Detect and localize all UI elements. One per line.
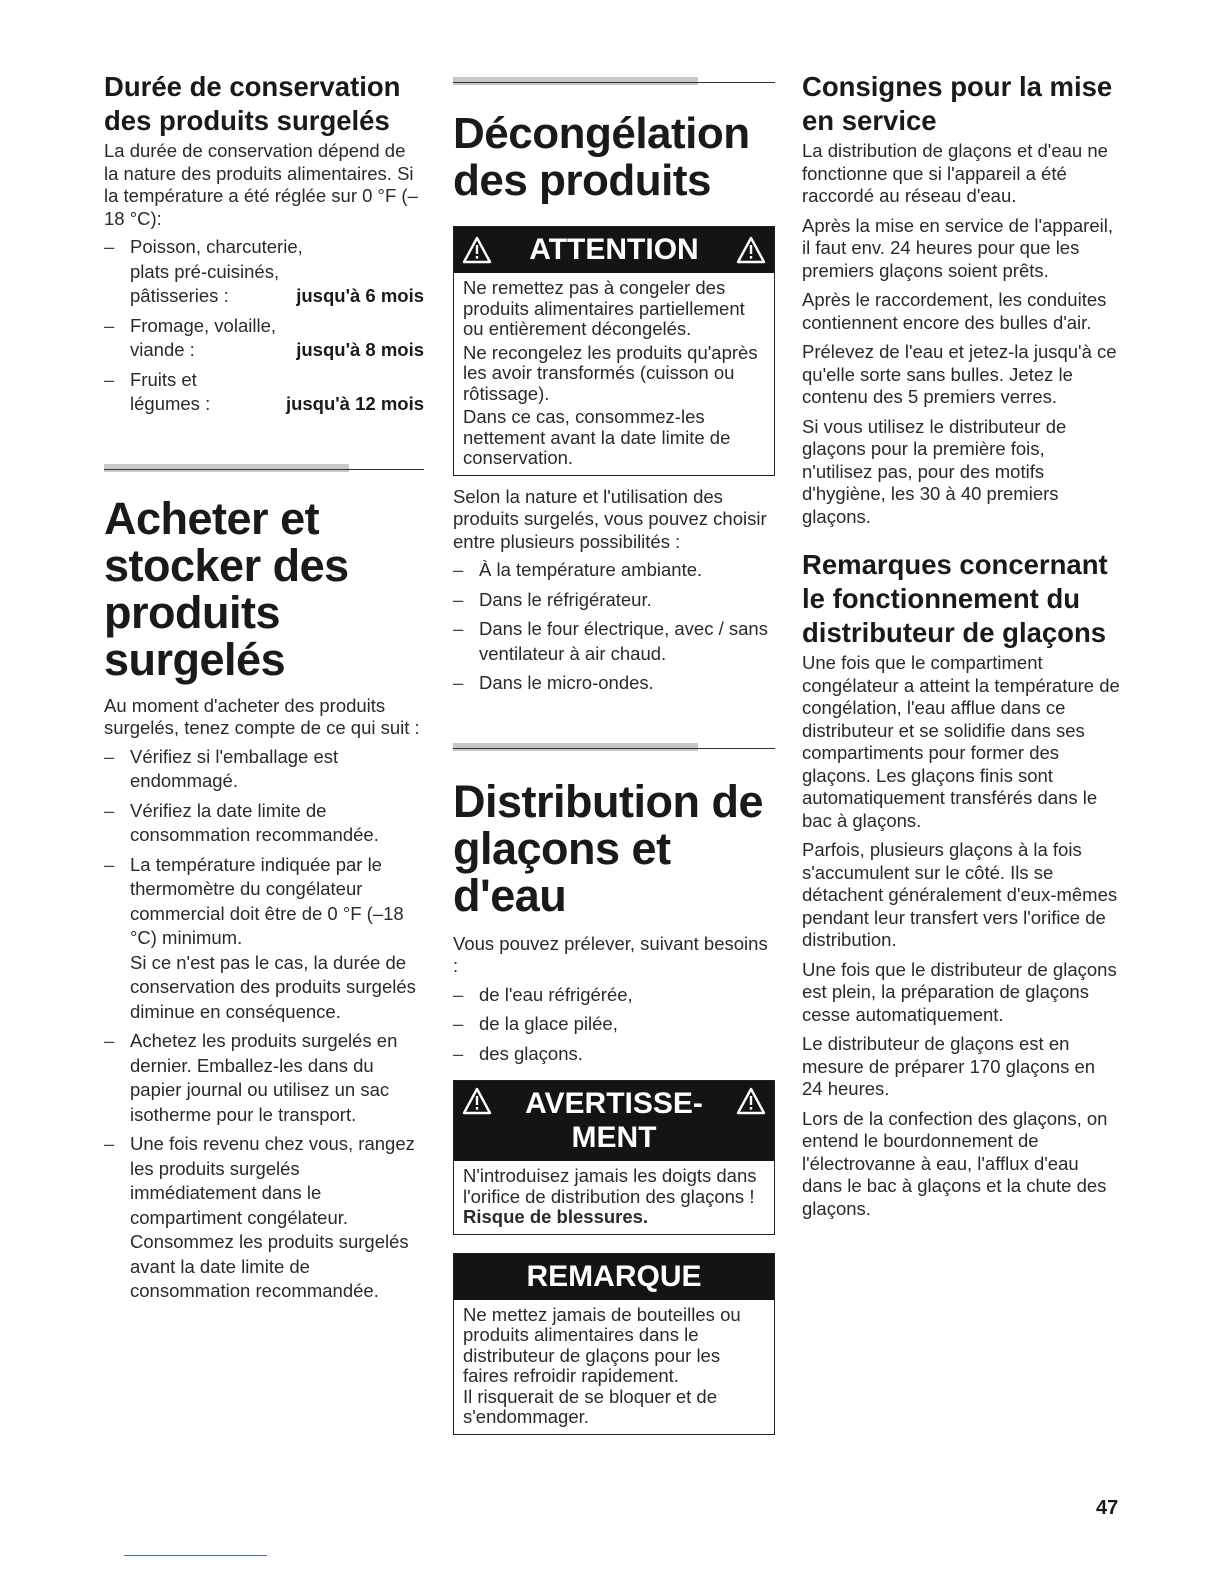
- note-box: [453, 1253, 775, 1435]
- storage-item: – Fruits et légumes : jusqu'à 12 mois: [104, 368, 424, 417]
- paragraph: Prélevez de l'eau et jetez-la jusqu'à ce qu'elle sorte sans bulles. Jetez le contenu des 5 premiers verres.: [802, 341, 1117, 407]
- thaw-intro: Selon la nature et l'utilisation des produits surgelés, vous pouvez choisir entre plusieurs possibilités :: [453, 485, 767, 552]
- list-item: – de l'eau réfrigérée,: [453, 983, 775, 1008]
- list-item: – Vérifiez la date limite de consommation recommandée.: [104, 799, 424, 848]
- thaw-list: [453, 558, 775, 696]
- dispense-intro: Vous pouvez prélever, suivant besoins :: [453, 932, 768, 976]
- warning-triangle-icon: [736, 236, 766, 264]
- storage-duration: jusqu'à 12 mois: [285, 393, 424, 414]
- attention-box: [453, 226, 775, 476]
- paragraph: Lors de la confection des glaçons, on entend le bourdonnement de l'électrovanne à eau, l'afflux d'eau dans le bac à glaçons et la chute des glaçons.: [802, 1107, 1108, 1219]
- note-body: Ne mettez jamais de bouteilles ou produits alimentaires dans le distributeur de glaçons pour les faires refroidir rapidement. Il risquerait de se bloquer et de s'endommager.: [463, 1303, 741, 1427]
- paragraph: Une fois que le compartiment congélateur a atteint la température de congélation, l'eau afflue dans ce distributeur et se solidifie dans ses compartiments pour former des glaçons. Les glaçons finis sont automatiquement transférés dans le bac à glaçons.: [802, 652, 1120, 831]
- heading-thaw: Décongélation des produits: [453, 109, 750, 205]
- heading-buy-store: Acheter et stocker des produits surgelés: [104, 492, 349, 685]
- attention-header: [454, 227, 774, 273]
- list-item: – de la glace pilée,: [453, 1012, 775, 1037]
- warning-triangle-icon: [736, 1087, 766, 1115]
- paragraph: Si vous utilisez le distributeur de glaçons pour la première fois, n'utilisez pas, pour des motifs d'hygiène, les 30 à 40 premiers glaçons.: [802, 415, 1067, 527]
- storage-duration: jusqu'à 6 mois: [296, 285, 424, 306]
- buy-intro: Au moment d'acheter des produits surgelés, tenez compte de ce qui suit :: [104, 694, 420, 738]
- warning-title: AVERTISSE- MENT: [525, 1087, 703, 1154]
- heading-dispense: Distribution de glaçons et d'eau: [453, 775, 763, 921]
- storage-list: [104, 235, 424, 417]
- heading-service: Consignes pour la mise en service: [802, 71, 1113, 136]
- note-title: REMARQUE: [526, 1259, 702, 1293]
- page-number: 47: [1096, 1497, 1119, 1519]
- paragraph: Après le raccordement, les conduites contiennent encore des bulles d'air.: [802, 289, 1107, 333]
- list-item: – Achetez les produits surgelés en dernier. Emballez-les dans du papier journal ou utilisez un sac isotherme pour le transport.: [104, 1029, 424, 1127]
- paragraph: Une fois que le distributeur de glaçons est plein, la préparation de glaçons cesse automatiquement.: [802, 958, 1117, 1025]
- storage-item: – Poisson, charcuterie, plats pré-cuisinés, pâtisseries : jusqu'à 6 mois: [104, 235, 424, 309]
- attention-title: ATTENTION: [529, 233, 699, 266]
- heading-remarks: Remarques concernant le fonctionnement du distributeur de glaçons: [802, 549, 1108, 648]
- paragraph: La distribution de glaçons et d'eau ne fonctionne que si l'appareil a été raccordé au réseau d'eau.: [802, 140, 1108, 206]
- section-divider: [453, 74, 775, 84]
- warning-body: N'introduisez jamais les doigts dans l'orifice de distribution des glaçons ! Risque de blessures.: [463, 1165, 757, 1227]
- note-header: [454, 1254, 774, 1300]
- heading-conservation: Durée de conservation des produits surgelés: [104, 71, 401, 136]
- warning-triangle-icon: [462, 1087, 492, 1115]
- warning-risk: Risque de blessures.: [463, 1206, 649, 1227]
- storage-duration: jusqu'à 8 mois: [296, 339, 424, 360]
- column-right: [802, 70, 1120, 1220]
- list-item: – Une fois revenu chez vous, rangez les produits surgelés immédiatement dans le compartiment congélateur. Consommez les produits surgelés avant la date limite de consommation recommandée.: [104, 1132, 424, 1304]
- paragraph: Après la mise en service de l'appareil, il faut env. 24 heures pour que les premiers glaçons soient prêts.: [802, 214, 1113, 281]
- footer-line: [124, 1555, 267, 1556]
- column-middle: [453, 70, 775, 1435]
- section-divider: [453, 740, 775, 750]
- paragraph: Parfois, plusieurs glaçons à la fois s'accumulent sur le côté. Ils se détachent généralement d'eux-mêmes pendant leur transfert vers l'orifice de distribution.: [802, 839, 1118, 950]
- list-item: – Dans le four électrique, avec / sans ventilateur à air chaud.: [453, 617, 775, 666]
- column-left: [104, 70, 424, 1304]
- dispense-list: [453, 983, 775, 1067]
- warning-box: [453, 1080, 775, 1235]
- list-item: – des glaçons.: [453, 1042, 775, 1067]
- conservation-intro: La durée de conservation dépend de la nature des produits alimentaires. Si la température a été réglée sur 0 °F (–18 °C):: [104, 140, 418, 229]
- warning-triangle-icon: [462, 236, 492, 264]
- storage-item: – Fromage, volaille, viande : jusqu'à 8 mois: [104, 314, 424, 363]
- list-item: – Dans le micro-ondes.: [453, 671, 775, 696]
- warning-header: [454, 1081, 774, 1161]
- list-item: – À la température ambiante.: [453, 558, 775, 583]
- paragraph: Le distributeur de glaçons est en mesure de préparer 170 glaçons en 24 heures.: [802, 1033, 1096, 1099]
- section-divider: [104, 461, 424, 471]
- attention-body: Ne remettez pas à congeler des produits alimentaires partiellement ou entièrement décongelés. Ne recongelez les produits qu'après les avoir transformés (cuisson ou rôtissage). Dans ce cas, consommez-les nettement avant la date limite de conservation.: [463, 277, 758, 468]
- list-item: – Vérifiez si l'emballage est endommagé.: [104, 745, 424, 794]
- list-item: – La température indiquée par le thermomètre du congélateur commercial doit être de 0 °F (–18 °C) minimum. Si ce n'est pas le cas, la durée de conservation des produits surgelés diminue en conséquence.: [104, 853, 424, 1025]
- list-item: – Dans le réfrigérateur.: [453, 588, 775, 613]
- buy-list: [104, 745, 424, 1304]
